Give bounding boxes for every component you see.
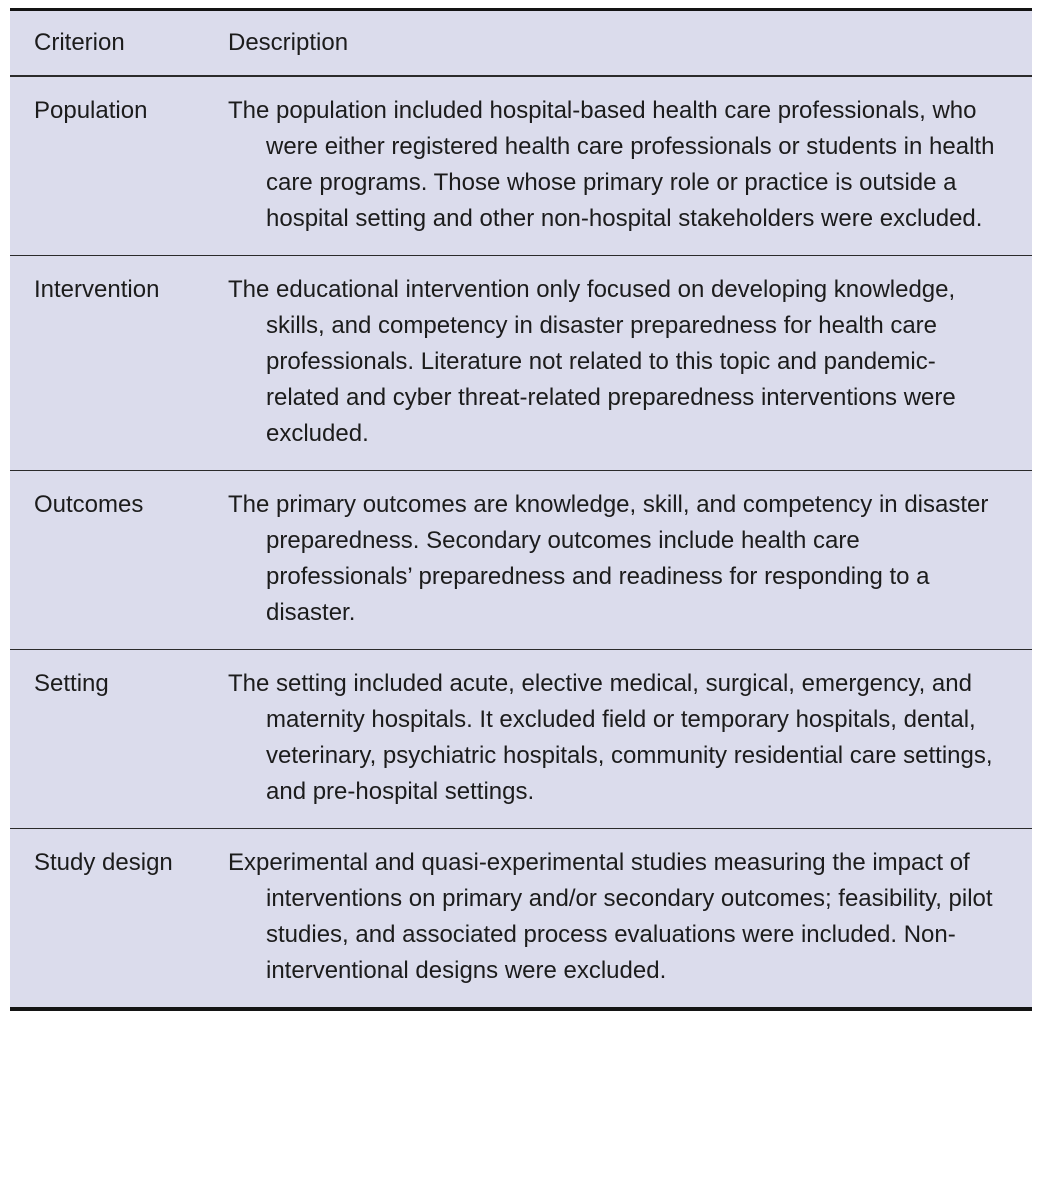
table-row-outcomes [10,470,1032,649]
description-cell-outcomes: The primary outcomes are knowledge, skill, and competency in disaster preparedness. Secondary outcomes include health care professionals’ preparedness and readiness for responding to a disaster. [228,491,989,626]
table-row-intervention [10,255,1032,470]
eligibility-criteria-table [10,8,1032,1011]
criterion-cell-population: Population [34,97,148,124]
table-row-setting [10,649,1032,828]
description-cell-study-design: Experimental and quasi-experimental studies measuring the impact of interventions on primary and/or secondary outcomes; feasibility, pilot studies, and associated process evaluations were included. Non-interventional designs were excluded. [228,849,993,984]
column-header-criterion: Criterion [34,29,125,56]
description-cell-population: The population included hospital-based health care professionals, who were either registered health care professionals or students in health care programs. Those whose primary role or practice is outside a hospital setting and other non-hospital stakeholders were excluded. [228,97,995,232]
criterion-cell-setting: Setting [34,670,109,697]
criterion-cell-study-design: Study design [34,849,173,876]
description-cell-intervention: The educational intervention only focused on developing knowledge, skills, and competency in disaster preparedness for health care professionals. Literature not related to this topic and pandemic-related and cyber threat-related preparedness interventions were excluded. [228,276,956,447]
description-cell-setting: The setting included acute, elective medical, surgical, emergency, and maternity hospitals. It excluded field or temporary hospitals, dental, veterinary, psychiatric hospitals, community residential care settings, and pre-hospital settings. [228,670,993,805]
criterion-cell-intervention: Intervention [34,276,160,303]
table-row-study-design [10,828,1032,1007]
column-header-description: Description [228,29,349,56]
table-header-row [10,11,1032,76]
criterion-cell-outcomes: Outcomes [34,491,144,518]
table-row-population [10,76,1032,255]
